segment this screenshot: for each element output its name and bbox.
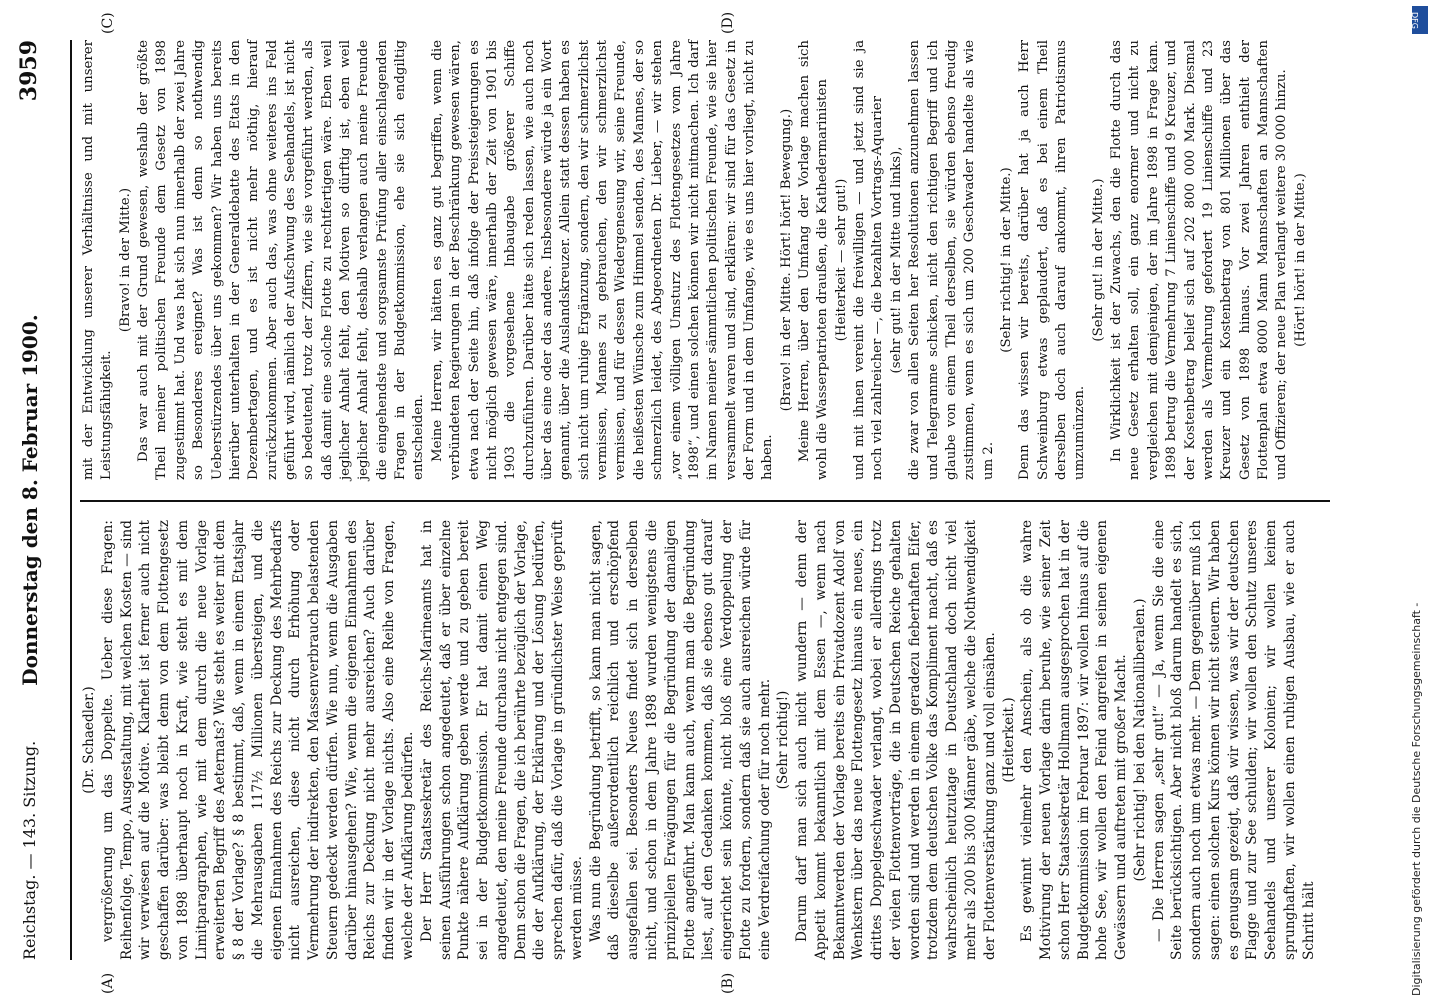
paragraph: In Wirklichkeit ist der Zuwachs, den die Flotte durch das neue Gesetz erhalten soll, ein ganz enormer und nicht zu vergleichen mit demjenigen, der im Jahre 1898 in Frage kam. 1898 betrug die Vermehrung 7 Linienschiffe und 9 Kreuzer, und der Kostenbetrag belief sich auf 202 800 000 Mark. Diesmal werden als Vermehrung gefordert 19 Linienschiffe und 23 Kreuzer und ein Kostenbetrag von 801 Millionen über das Gesetz von 1898 hinaus. Vor zwei Jahren enthielt der Flottenplan etwa 8000 Mann Mannschaften an Mannschaften und Offizieren; der neue Plan verlangt weitere 30 000 hinzu. <box>1109 40 1290 480</box>
paragraph: vergrößerung um das Doppelte. Ueber diese Fragen: Reihenfolge, Tempo, Ausgestaltung, mit welchen Kosten — sind wir verwiesen auf die Motive. Klarheit ist ferner auch nicht geschaffen darüber: was bleibt denn von dem Flottengesetz von 1898 überhaupt noch in Kraft, wie steht es mit dem Limitparagraphen, wie mit dem durch die neue Vorlage erweiterten Begriff des Aeternats? Wie steht es weiter mit dem § 8 der Vorlage? § 8 bestimmt, daß, wenn in einem Etatsjahr die Mehrausgaben 117½ Millionen übersteigen, und die eigenen Einnahmen des Reichs zur Deckung des Mehrbedarfs nicht ausreichen, diese nicht durch Erhöhung oder Vermehrung der indirekten, den Massenverbrauch belastenden Steuern gedeckt werden dürfen. Wie nun, wenn die Ausgaben darüber hinausgehen? Wie, wenn die eigenen Einnahmen des Reichs zur Deckung nicht mehr ausreichen? Auch darüber finden wir in der Vorlage nichts. Also eine Reihe von Fragen, welche der Aufklärung bedürfen. <box>99 520 417 960</box>
page-header <box>10 40 70 960</box>
margin-mark-b: (B) <box>720 972 736 994</box>
paragraph: (Sehr richtig!) <box>775 690 792 790</box>
paragraph: (Bravo! in der Mitte. Hört! hört! Bewegung.) <box>778 108 794 412</box>
dfg-logo: DFG <box>1412 6 1428 34</box>
header-date: Donnerstag den 8. Februar 1900. <box>18 314 42 686</box>
page-number: 3959 <box>16 40 42 102</box>
margin-mark-d: (D) <box>720 11 736 34</box>
paragraph: Das war auch mit der Grund gewesen, weshalb der größte Theil meiner politischen Freunde dem Gesetz von 1898 zugestimmt hat. Und was hat sich nun innerhalb der zwei Jahre so Besonderes ereignet? Was ist denn so nothwendig Ueberstürzendes über uns gekommen? Wir haben uns bereits hierüber unterhalten in der Generaldebatte des Etats in den Dezembertagen, und es ist nicht mehr nöthig, hierauf zurückzukommen. Aber auch das, was ohne weiteres ins Feld geführt wird, nämlich der Aufschwung des Seehandels, ist nicht so bedeutend, trotz der Ziffern, wie sie vorgeführt werden, als daß damit eine solche Flotte zu rechtfertigen wäre. Eben weil jeglicher Anhalt fehlt, den Motiven so dürftig ist, eben weil jeglicher Anhalt fehlt, deshalb verlangen auch meine Freunde die eingehendste und sorgsamste Prüfung aller einschlagenden Fragen in der Budgetkommission, ehe sie sich endgiltig entscheiden. <box>136 40 427 480</box>
paragraph: Meine Herren, über den Umfang der Vorlage machen sich wohl die Wasserpatrioten draußen, die Kathedermarinisten <box>797 40 831 480</box>
paragraph: (Sehr richtig! in der Mitte.) <box>998 167 1014 353</box>
paragraph: (Hört! hört! in der Mitte.) <box>1292 173 1308 347</box>
paragraph: Meine Herren, wir hätten es ganz gut begriffen, wenn die verbündeten Regierungen in der Beschränkung gewesen wären, etwa nach der Seite hin, daß infolge der Preissteigerungen es nicht möglich gewesen wäre, innerhalb der Zeit von 1901 bis 1903 die vorgesehene Inbaugabe größerer Schiffe durchzuführen. Darüber hätte sich reden lassen, wie auch noch über das eine oder das andere. Insbesondere würde ja ein Wort genannt, über die Auslandskreuzer. Allein statt dessen haben es sich nicht um ruhige Ergänzung, sondern, den wir schmerzlichst vermissen, Mannes zu gebrauchen, den wir schmerzlichst vermissen, und für dessen Wiedergenesung wir, seine Freunde, die heißesten Wünsche zum Himmel senden, des Mannes, der so schmerzlich leidet, des Abgeordneten Dr. Lieber, — wir stehen „vor einem völligen Umsturz des Flottengesetzes vom Jahre 1898“, und einen solchen können wir nicht mitmachen. Ich darf im Namen meiner sämmtlichen politischen Freunde, wie sie hier versammelt waren und sind, erklären: wir sind für das Gesetz in der Form und in dem Umfange, wie es uns hier vorliegt, nicht zu haben. <box>429 40 776 480</box>
paragraph: (Sehr richtig! bei den Nationalliberalen.) <box>1131 598 1148 882</box>
paragraph: (sehr gut! in der Mitte und links), <box>888 146 904 374</box>
paragraph: die zwar von allen Seiten her Resolutionen anzunehmen lassen und Telegramme schicken, nicht den richtigen Begriff und ich glaube von einem Theil derselben, sie würden ebenso freudig zustimmen, wenn es sich um 200 Geschwader handelte als wie um 2. <box>907 40 996 480</box>
paragraph: Der Herr Staatssekretär des Reichs-Marineamts hat in seinen Ausführungen schon angedeutet, daß er über einzelne Punkte nähere Aufklärung geben werde und zu geben bereit sei in der Budgetkommission. Er hat damit einen Weg angedeutet, den meine Freunde durchaus nicht entgegen sind. Denn schon die Fragen, die ich berührte bezüglich der Vorlage, die der Aufklärung, der Erklärung und der Lösung bedürfen, sprechen dafür, daß die Vorlage in gründlichster Weise geprüft werden müsse. <box>418 520 585 960</box>
paragraph: (Sehr gut! in der Mitte.) <box>1090 178 1106 342</box>
margin-mark-a: (A) <box>100 972 116 994</box>
header-rule <box>70 40 72 960</box>
paragraph: (Dr. Schaedler.) <box>81 686 97 794</box>
paragraph: Denn das wissen wir bereits, darüber hat ja auch Herr Schweinburg etwas geplaudert, daß es bei einem Theil derselben doch auch darauf ankommt, ihren Patriotismus umzumünzen. <box>1017 40 1088 480</box>
paragraph: Was nun die Begründung betrifft, so kann man nicht sagen, daß dieselbe außerordentlich reichlich und erschöpfend ausgefallen sei. Besonders Neues findet sich in derselben nicht, und schon in dem Jahre 1898 wurden wenigstens die prinzipiellen Erwägungen für die Begründung der damaligen Flotte angeführt. Man kann auch, wenn man die Begründung liest, auf den Gedanken kommen, daß sie ebenso gut darauf eingerichtet sein könnte, nicht bloß eine Verdoppelung der Flotte zu fordern, sondern daß sie auch ausreichen würde für eine Verdreifachung oder für noch mehr. <box>587 520 773 960</box>
paragraph: (Heiterkeit — sehr gut!) <box>833 178 849 342</box>
dfg-credit-text: Digitalisierung gefördert durch die Deutsche Forschungsgemeinschaft - <box>1410 602 1423 996</box>
paragraph: Es gewinnt vielmehr den Anschein, als ob die wahre Motivirung der neuen Vorlage darin beruhe, wie seiner Zeit schon Herr Staatssekretär Hollmann ausgesprochen hat in der Budgetkommission im Februar 1897: wir wollen hinaus auf die hohe See, wir wollen den Feind angreifen in seinen eigenen Gewässern und auftreten mit großer Macht. <box>1019 520 1130 960</box>
paragraph: — Die Herren sagen „sehr gut!“ — Ja, wenn Sie die eine Seite berücksichtigen. Aber nicht bloß darum handelt es sich, sondern auch noch um etwas mehr. — Dem gegenüber muß ich sagen: einen solchen Kurs können wir nicht steuern. Wir haben es genugsam gezeigt, daß wir wissen, was wir der deutschen Flagge und zur See schulden; wir wollen den Schutz unseres Seehandels und unserer Kolonien; wir wollen keinen sprunghaften, wir wollen einen ruhigen Ausbau, wie er auch Schritt hält <box>1150 520 1317 960</box>
header-session: Reichstag. — 143. Sitzung. <box>20 740 39 960</box>
left-text-column <box>80 520 1319 960</box>
paragraph: mit der Entwicklung unserer Verhältnisse und mit unserer Leistungsfähigkeit. <box>81 40 115 480</box>
paragraph: Darum darf man sich auch nicht wundern — denn der Appetit kommt bekanntlich mit dem Essen —, wenn nach Bekanntwerden der Vorlage bereits ein Privatdozent Adolf von Wenkstern über das neue Flottengesetz hinaus ein neues, ein drittes Doppelgeschwader verlangt, wobei er allerdings trotz der vielen Flottenvorträge, die in Deutschen Reiche gehalten worden sind und werden in einem geradezu fieberhaften Eifer, trotzdem dem deutschen Volke das Kompliment macht, daß es wahrscheinlich heutzutage in Deutschland doch nicht viel mehr als 200 bis 300 Männer gäbe, welche die Nothwendigkeit der Flottenverstärkung ganz und voll einsähen. <box>794 520 998 960</box>
paragraph: (Bravo! in der Mitte.) <box>117 187 133 333</box>
paragraph: und mit ihnen vereint die freiwilligen — und jetzt sind sie ja noch viel zahlreicher —, die bezahlten Vortrags-Aquarier <box>852 40 886 480</box>
digitization-sidebar <box>1406 0 1434 1000</box>
right-text-column <box>80 40 1310 480</box>
column-divider <box>80 500 1330 502</box>
paragraph: (Heiterkeit.) <box>1000 697 1017 783</box>
margin-mark-c: (C) <box>100 12 116 34</box>
